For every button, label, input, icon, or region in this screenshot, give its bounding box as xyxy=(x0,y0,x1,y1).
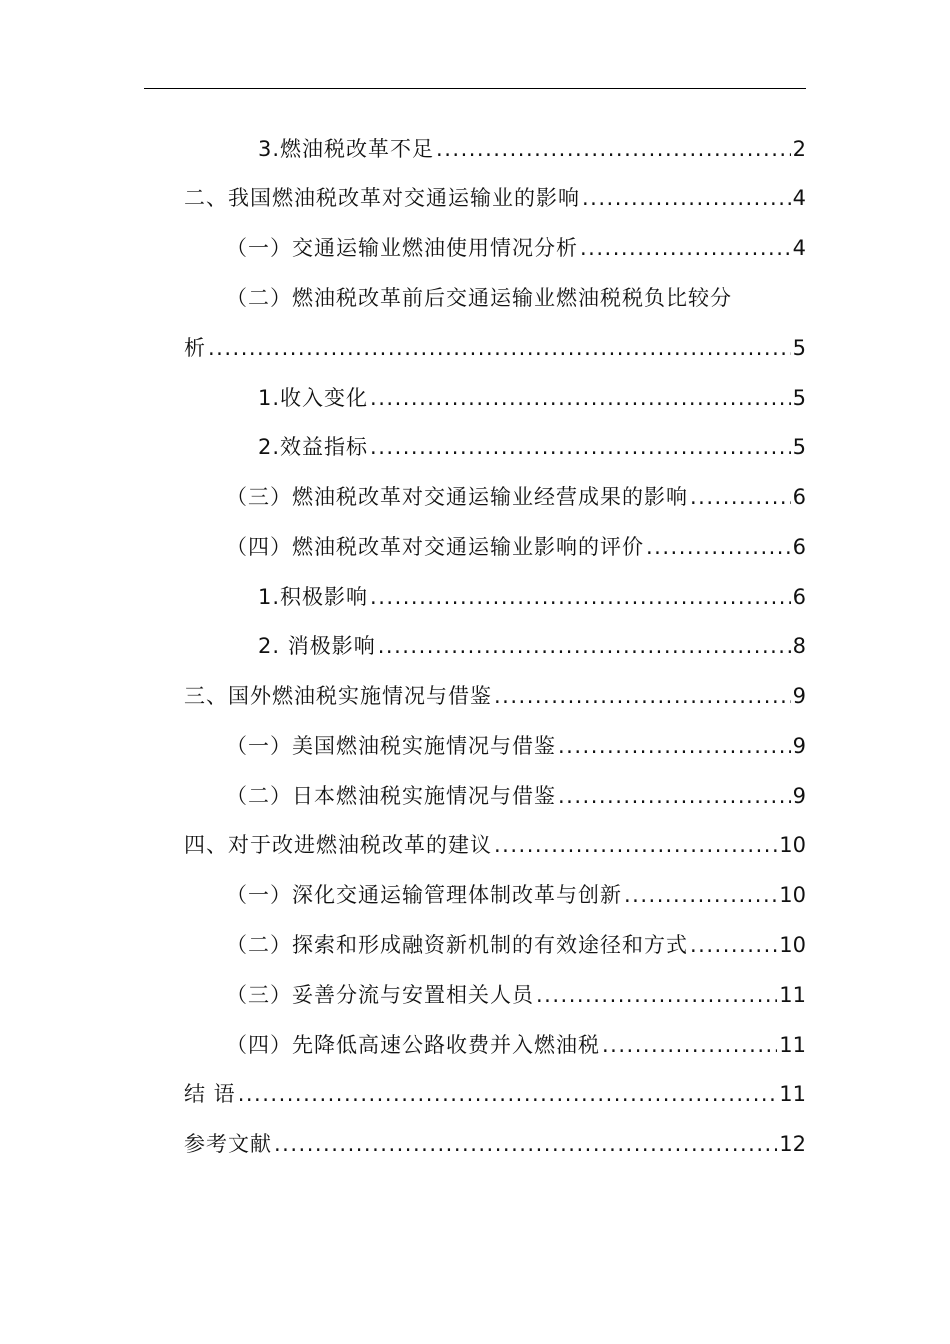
toc-page-number: 6 xyxy=(792,485,806,509)
toc-dot-leader xyxy=(370,432,791,462)
toc-entry-title-line1[interactable]: （二）燃油税改革前后交通运输业燃油税税负比较分 xyxy=(226,286,732,310)
toc-entry[interactable] xyxy=(184,1079,806,1109)
toc-dot-leader xyxy=(690,482,791,512)
toc-entry-title: 三、国外燃油税实施情况与借鉴 xyxy=(184,684,492,708)
toc-entry[interactable] xyxy=(226,482,806,512)
toc-dot-leader xyxy=(558,781,791,811)
toc-entry-title: 1.积极影响 xyxy=(258,585,369,609)
toc-page-number: 10 xyxy=(779,933,806,957)
toc-dot-leader xyxy=(494,681,791,711)
toc-dot-leader xyxy=(624,880,777,910)
toc-entry-title: （三）妥善分流与安置相关人员 xyxy=(226,983,534,1007)
toc-page-number: 9 xyxy=(792,684,806,708)
toc-page-number: 9 xyxy=(792,784,806,808)
toc-entry-title: 2.效益指标 xyxy=(258,435,369,459)
toc-entry[interactable] xyxy=(258,631,806,661)
toc-entry[interactable] xyxy=(226,930,806,960)
toc-dot-leader xyxy=(580,233,791,263)
toc-entry[interactable] xyxy=(226,532,806,562)
toc-entry[interactable] xyxy=(258,432,806,462)
toc-page-number: 8 xyxy=(792,634,806,658)
toc-entry[interactable] xyxy=(258,383,806,413)
toc-page-number: 5 xyxy=(792,435,806,459)
toc-entry-title: （三）燃油税改革对交通运输业经营成果的影响 xyxy=(226,485,688,509)
toc-entry-title: （一）深化交通运输管理体制改革与创新 xyxy=(226,883,622,907)
toc-entry-title: 结 语 xyxy=(184,1082,236,1106)
toc-entry[interactable] xyxy=(226,731,806,761)
toc-entry[interactable] xyxy=(258,134,806,164)
toc-dot-leader xyxy=(238,1079,778,1109)
toc-entry-title: 二、我国燃油税改革对交通运输业的影响 xyxy=(184,186,580,210)
toc-entry[interactable] xyxy=(226,980,806,1010)
toc-entry-title: 3.燃油税改革不足 xyxy=(258,137,435,161)
toc-dot-leader xyxy=(274,1129,777,1159)
toc-entry[interactable] xyxy=(184,333,806,363)
toc-page-number: 9 xyxy=(792,734,806,758)
toc-entry-title: 1.收入变化 xyxy=(258,386,369,410)
toc-dot-leader xyxy=(582,183,791,213)
toc-entry[interactable] xyxy=(184,830,806,860)
toc-entry[interactable] xyxy=(226,781,806,811)
toc-page-number: 6 xyxy=(792,535,806,559)
toc-entry-title: 析 xyxy=(184,336,206,360)
toc-dot-leader xyxy=(208,333,791,363)
toc-dot-leader xyxy=(436,134,791,164)
toc-dot-leader xyxy=(558,731,791,761)
toc-entry[interactable] xyxy=(226,233,806,263)
toc-entry-title: 2. 消极影响 xyxy=(258,634,376,658)
toc-dot-leader xyxy=(370,582,791,612)
toc-page-number: 4 xyxy=(792,186,806,210)
toc-dot-leader xyxy=(646,532,791,562)
toc-page-number: 6 xyxy=(792,585,806,609)
toc-page-number: 11 xyxy=(779,983,806,1007)
toc-dot-leader xyxy=(378,631,791,661)
toc-entry[interactable] xyxy=(184,1129,806,1159)
toc-dot-leader xyxy=(602,1030,777,1060)
toc-entry-title: （一）交通运输业燃油使用情况分析 xyxy=(226,236,578,260)
toc-entry-title: （一）美国燃油税实施情况与借鉴 xyxy=(226,734,556,758)
toc-entry[interactable] xyxy=(226,880,806,910)
toc-page-number: 12 xyxy=(779,1132,806,1156)
toc-page-number: 11 xyxy=(779,1033,806,1057)
toc-entry[interactable] xyxy=(258,582,806,612)
toc-page-number: 2 xyxy=(792,137,806,161)
toc-entry[interactable] xyxy=(184,183,806,213)
toc-entry[interactable] xyxy=(226,1030,806,1060)
toc-page-number: 10 xyxy=(779,883,806,907)
toc-page-number: 5 xyxy=(792,336,806,360)
toc-page-number: 5 xyxy=(792,386,806,410)
toc-entry[interactable] xyxy=(184,681,806,711)
toc-entry-title: （二）探索和形成融资新机制的有效途径和方式 xyxy=(226,933,688,957)
toc-page-number: 10 xyxy=(779,833,806,857)
toc-page-number: 4 xyxy=(792,236,806,260)
toc-entry-title: 参考文献 xyxy=(184,1132,272,1156)
toc-dot-leader xyxy=(494,830,777,860)
toc-entry-title: 四、对于改进燃油税改革的建议 xyxy=(184,833,492,857)
toc-entry-title: （二）日本燃油税实施情况与借鉴 xyxy=(226,784,556,808)
toc-entry-title: （四）先降低高速公路收费并入燃油税 xyxy=(226,1033,600,1057)
toc-page-number: 11 xyxy=(779,1082,806,1106)
toc-dot-leader xyxy=(370,383,791,413)
toc-dot-leader xyxy=(690,930,777,960)
toc-entry-title: （四）燃油税改革对交通运输业影响的评价 xyxy=(226,535,644,559)
toc-dot-leader xyxy=(536,980,777,1010)
